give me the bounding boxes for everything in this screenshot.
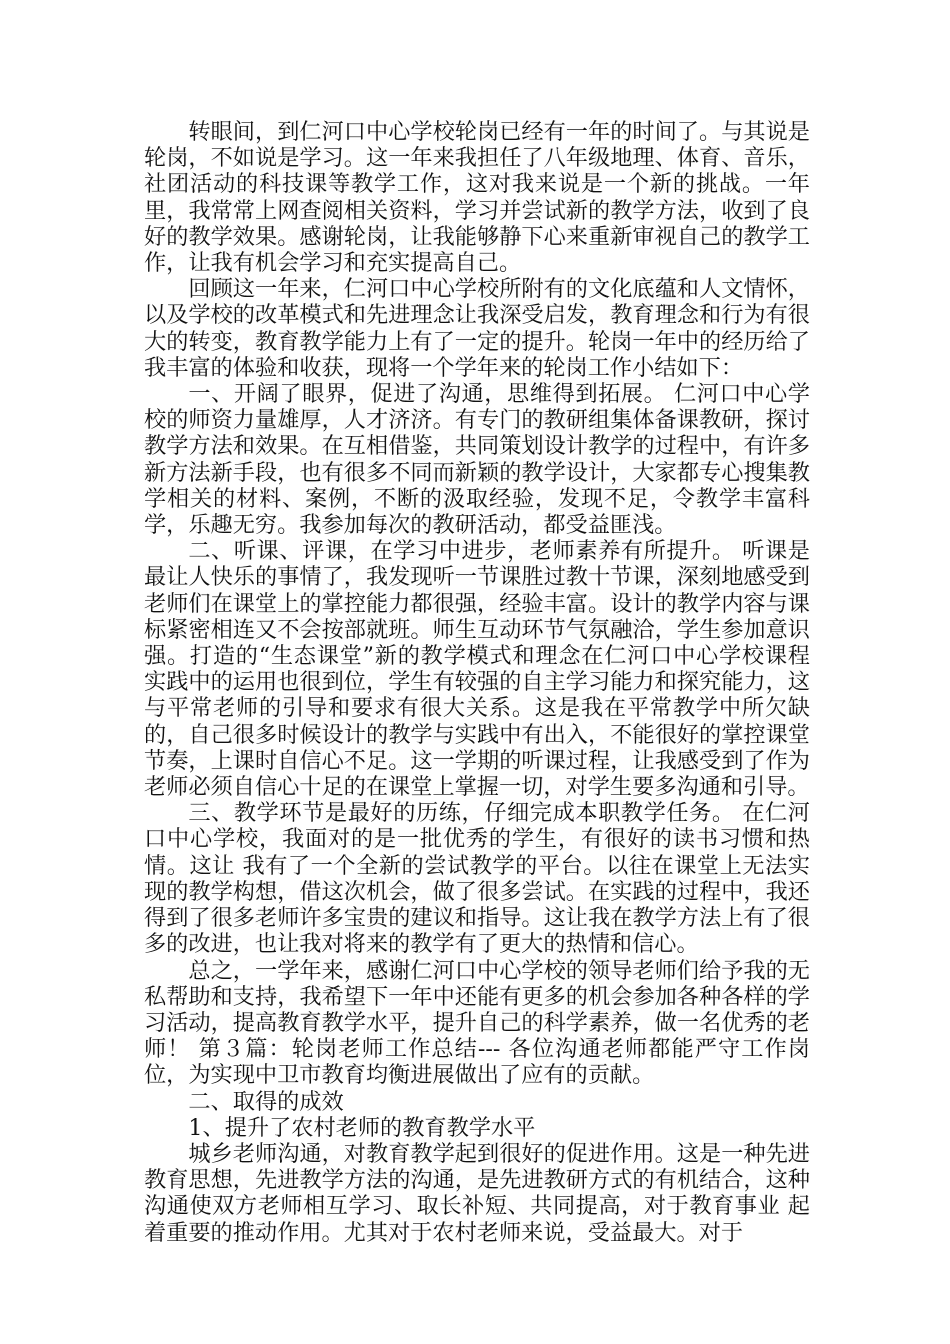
paragraph-section-three: 三、教学环节是最好的历练，仔细完成本职教学任务。 在仁河口中心学校，我面对的是一批优秀的学生，有很好的读书习惯和热情。这让 我有了一个全新的尝试教学的平台。以往在课堂上无法实现的教学构想，借这次机会，做了很多尝试。在实践的过程中，我还得到了很多老师许多宝贵的建议和指导。这让我在教学方法上有了很多的改进，也让我对将来的教学有了更大的热情和信心。: [144, 800, 810, 958]
paragraph-section-one: 一、开阔了眼界，促进了沟通，思维得到拓展。 仁河口中心学校的师资力量雄厚，人才济济。有专门的教研组集体备课教研，探讨 教学方法和效果。在互相借鉴，共同策划设计教学的过程中，有许多新方法新手段，也有很多不同而新颖的教学设计，大家都专心搜集教学相关的材料、案例，不断的汲取经验，发现不足，令教学丰富科学，乐趣无穷。我参加每次的教研活动，都受益匪浅。: [144, 381, 810, 539]
subheading-rural-teachers: 1、提升了农村老师的教育教学水平: [188, 1114, 536, 1141]
paragraph-section-two: 二、听课、评课，在学习中进步，老师素养有所提升。 听课是最让人快乐的事情了，我发现听一节课胜过教十节课，深刻地感受到 老师们在课堂上的掌控能力都很强，经验丰富。设计的教学内容与课标紧密相连又不会按部就班。师生互动环节气氛融洽，学生参加意识强。打造的“生态课堂”新的教学模式和理念在仁河口中心学校课程实践中的运用也很到位，学生有较强的自主学习能力和探究能力，这与平常老师的引导和要求有很大关系。这是我在平常教学中所欠缺的，自己很多时候设计的教学与实践中有出入，不能很好的掌控课堂节奏，上课时自信心不足。这一学期的听课过程，让我感受到了作为老师必须自信心十足的在课堂上掌握一切，对学生要多沟通和引导。: [144, 538, 810, 801]
paragraph-conclusion: 总之，一学年来，感谢仁河口中心学校的领导老师们给予我的无私帮助和支持，我希望下一年中还能有更多的机会参加各种各样的学习活动，提高教育教学水平，提升自己的科学素养，做一名优秀的老师！ 第３篇：轮岗老师工作总结--- 各位沟通老师都能严守工作岗位，为实现中卫市教育均衡进展做出了应有的贡献。: [144, 957, 810, 1089]
heading-achievements: 二、取得的成效: [188, 1088, 344, 1115]
paragraph-intro: 转眼间，到仁河口中心学校轮岗已经有一年的时间了。与其说是轮岗，不如说是学习。这一年来我担任了八年级地理、体育、音乐，社团活动的科技课等教学工作，这对我来说是一个新的挑战。一年里，我常常上网查阅相关资料，学习并尝试新的教学方法，收到了良好的教学效果。感谢轮岗，让我能够静下心来重新审视自己的教学工作，让我有机会学习和充实提高自己。: [144, 119, 810, 277]
document-body: [144, 119, 810, 1246]
paragraph-review: 回顾这一年来，仁河口中心学校所附有的文化底蕴和人文情怀，以及学校的改革模式和先进理念让我深受启发，教育理念和行为有很大的转变，教育教学能力上有了一定的提升。轮岗一年中的经历给了我丰富的体验和收获，现将一个学年来的轮岗工作小结如下：: [144, 276, 810, 381]
paragraph-exchange: 城乡老师沟通，对教育教学起到很好的促进作用。这是一种先进教育思想，先进教学方法的沟通，是先进教研方式的有机结合，这种沟通使双方老师相互学习、取长补短、共同提高，对于教育事业 起着重要的推动作用。尤其对于农村老师来说，受益最大。对于: [144, 1140, 810, 1246]
